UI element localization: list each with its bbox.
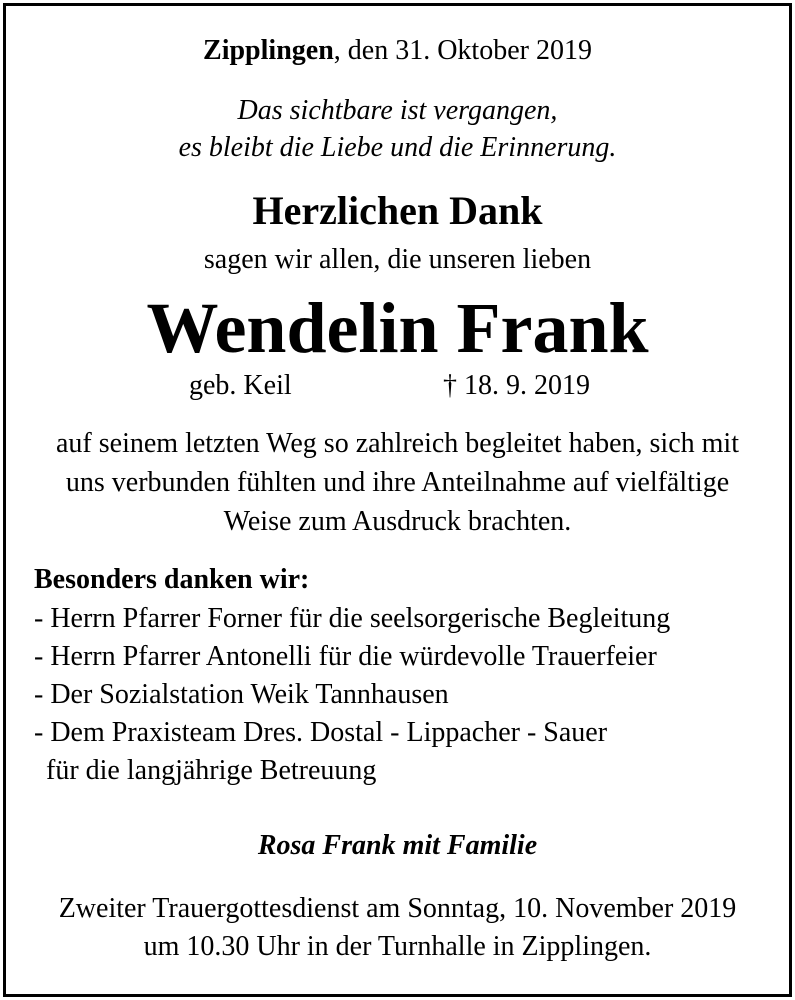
thanks-subtitle: sagen wir allen, die unseren lieben (203, 244, 592, 275)
thanks-body-text (6, 424, 789, 541)
motto-line-2: es bleibt die Liebe und die Erinnerung. (178, 132, 617, 163)
place-name: Zipplingen (203, 35, 334, 66)
list-item: - Der Sozialstation Weik Tannhausen (34, 679, 449, 710)
date-text: , den 31. Oktober 2019 (333, 35, 592, 66)
service-line-2: um 10.30 Uhr in der Turnhalle in Zipplingen. (143, 931, 652, 962)
deceased-name: Wendelin Frank (146, 288, 649, 368)
service-line-1: Zweiter Trauergottesdienst am Sonntag, 10. November 2019 (58, 893, 737, 924)
body-line-2: uns verbunden fühlten und ihre Anteilnahme auf vielfältige (65, 467, 730, 498)
list-item: - Herrn Pfarrer Forner für die seelsorgerische Begleitung (34, 603, 671, 634)
life-dates (6, 368, 789, 404)
memorial-service-info (6, 890, 789, 966)
memorial-motto (6, 92, 789, 166)
special-thanks-list (34, 600, 670, 790)
special-thanks-heading: Besonders danken wir: (34, 564, 310, 595)
place-date-line (6, 34, 789, 68)
motto-line-1: Das sichtbare ist vergangen, (237, 95, 558, 126)
family-signature: Rosa Frank mit Familie (257, 830, 538, 861)
obituary-notice (3, 3, 792, 997)
body-line-1: auf seinem letzten Weg so zahlreich begleitet haben, sich mit (56, 428, 739, 459)
thanks-title: Herzlichen Dank (252, 188, 543, 233)
list-item-continuation: für die langjährige Betreuung (46, 755, 377, 786)
list-item: - Dem Praxisteam Dres. Dostal - Lippacher - Sauer (34, 717, 608, 748)
death-date: † 18. 9. 2019 (443, 370, 590, 401)
birth-name: geb. Keil (189, 370, 292, 401)
list-item: - Herrn Pfarrer Antonelli für die würdevolle Trauerfeier (34, 641, 657, 672)
body-line-3: Weise zum Ausdruck brachten. (223, 506, 572, 537)
